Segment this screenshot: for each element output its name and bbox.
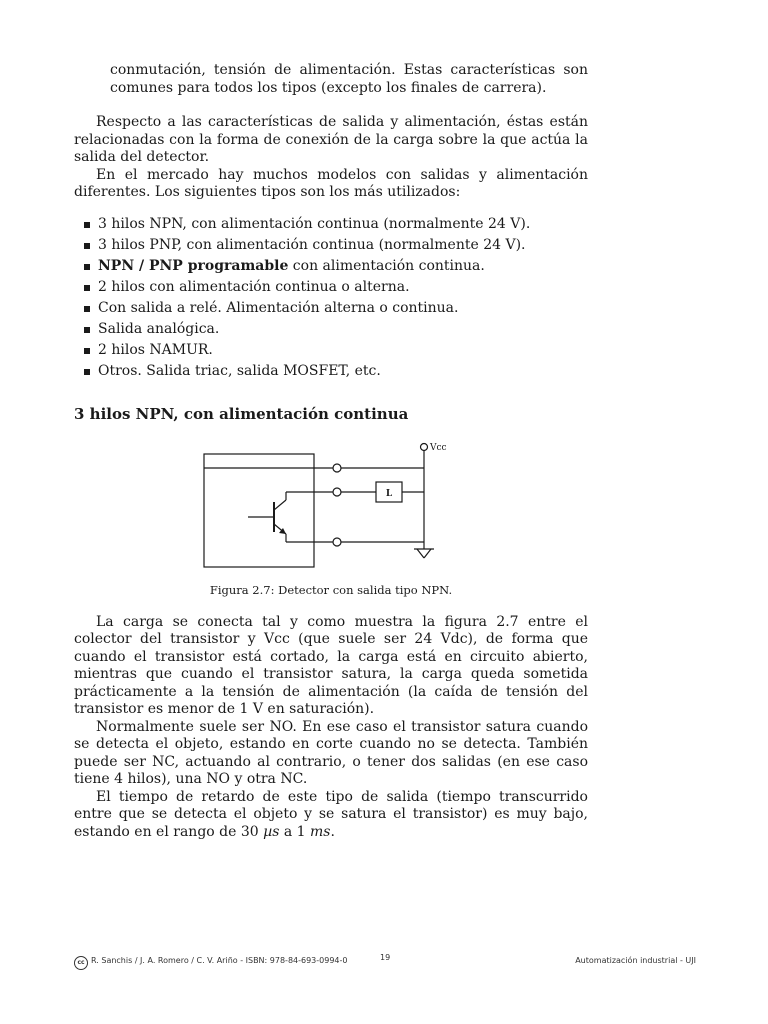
footer-publication: Automatización industrial - UJI (575, 956, 696, 965)
footer-authors: R. Sanchis / J. A. Romero / C. V. Ariño - ISBN: 978-84-693-0994-0 (91, 956, 348, 965)
figure-caption: Figura 2.7: Detector con salida tipo NPN. (209, 582, 453, 597)
terminal-vcc (333, 464, 341, 472)
list-item: Salida analógica. (84, 319, 588, 340)
paragraph-carga: La carga se conecta tal y como muestra la figura 2.7 entre el colector del transistor y Vcc (que suele ser 24 Vdc), de forma que cuando el transistor está cortado, la carga está en circuito abierto, mientras que cuando el transistor satura, la carga queda sometida prácticamente a la tensión de alimentación (la caída de tensión del transistor es menor de 1 V en saturación). (74, 613, 588, 717)
section-heading: 3 hilos NPN, con alimentación continua (74, 404, 409, 423)
list-item: 3 hilos PNP, con alimentación continua (normalmente 24 V). (84, 235, 588, 256)
bullet-square-icon (84, 243, 90, 249)
detector-box (204, 454, 314, 567)
output-types-list (74, 214, 588, 382)
page-footer (74, 953, 696, 969)
list-item: 2 hilos con alimentación continua o alterna. (84, 277, 588, 298)
bullet-square-icon (84, 348, 90, 354)
bullet-square-icon (84, 369, 90, 375)
bullet-square-icon (84, 306, 90, 312)
paragraph-mercado: En el mercado hay muchos modelos con salidas y alimentación diferentes. Los siguientes tipos son los más utilizados: (74, 166, 588, 200)
vcc-terminal-icon (421, 443, 428, 450)
unit-milliseconds: ms (310, 823, 331, 840)
unit-microseconds: µs (263, 823, 280, 840)
page-number: 19 (380, 953, 391, 962)
load-label: L (385, 488, 393, 499)
paragraph-tiempo: El tiempo de retardo de este tipo de salida (tiempo transcurrido entre que se detecta el objeto y se satura el transistor) es muy bajo, estando en el rango de 30 µs a 1 ms. (74, 788, 588, 840)
vcc-label: Vcc (430, 442, 447, 453)
terminal-output (333, 488, 341, 496)
bullet-square-icon (84, 222, 90, 228)
list-item: 3 hilos NPN, con alimentación continua (normalmente 24 V). (84, 214, 588, 235)
bullet-square-icon (84, 264, 90, 270)
list-item: NPN / PNP programable con alimentación continua. (84, 256, 588, 277)
paragraph-continuation: conmutación, tensión de alimentación. Estas características son comunes para todos los tipos (excepto los finales de carrera). (110, 62, 588, 96)
list-item: Otros. Salida triac, salida MOSFET, etc. (84, 361, 588, 382)
terminal-ground (333, 538, 341, 546)
npn-circuit-diagram (202, 442, 462, 572)
npn-circuit-figure (74, 442, 588, 602)
list-item: 2 hilos NAMUR. (84, 340, 588, 361)
page-content (74, 62, 588, 841)
bullet-square-icon (84, 285, 90, 291)
list-item: Con salida a relé. Alimentación alterna o continua. (84, 298, 588, 319)
paragraph-salida: Respecto a las características de salida y alimentación, éstas están relacionadas con la forma de conexión de la carga sobre la que actúa la salida del detector. (74, 114, 588, 165)
bullet-square-icon (84, 327, 90, 333)
paragraph-normalmente: Normalmente suele ser NO. En ese caso el transistor satura cuando se detecta el objeto, estando en corte cuando no se detecta. También puede ser NC, actuando al contrario, o tener dos salidas (en ese caso tiene 4 hilos), una NO y otra NC. (74, 718, 588, 787)
creative-commons-icon: cc (74, 956, 88, 970)
